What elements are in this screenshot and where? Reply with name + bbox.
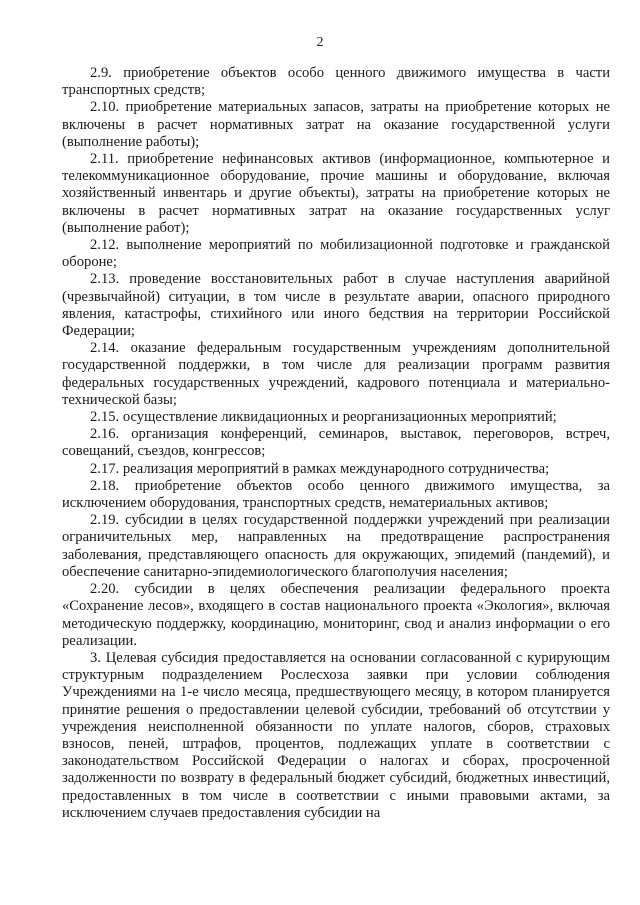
page-number: 2	[316, 35, 324, 50]
paragraph-2-16: 2.16. организация конференций, семинаров, выставок, переговоров, встреч, совещаний, съездов, конгрессов;	[62, 426, 610, 460]
paragraph-2-19: 2.19. субсидии в целях государственной поддержки учреждений при реализации ограничительных мер, направленных на предотвращение распространения заболевания, представляющего опасность для окружающих, эпидемий (пандемий), и обеспечение санитарно-эпидемиологического благополучия населения;	[62, 512, 610, 580]
paragraph-3: 3. Целевая субсидия предоставляется на основании согласованной с курирующим структурным подразделением Рослесхоза заявки при условии соблюдения Учреждениями на 1-е число месяца, предшествующего месяцу, в котором планируется принятие решения о предоставлении целевой субсидии, требований об отсутствии у учреждения неисполненной обязанности по уплате налогов, сборов, страховых взносов, пеней, штрафов, процентов, подлежащих уплате в соответствии с законодательством Российской Федерации о налогах и сборах, просроченной задолженности по возврату в федеральный бюджет субсидий, бюджетных инвестиций, предоставленных в том числе в соответствии с иными правовыми актами, за исключением случаев предоставления субсидии на	[62, 649, 610, 821]
paragraph-2-20: 2.20. субсидии в целях обеспечения реализации федерального проекта «Сохранение лесов», входящего в состав национального проекта «Экология», включая методическую поддержку, координацию, мониторинг, свод и анализ информации о его реализации.	[62, 581, 610, 649]
paragraph-2-17: 2.17. реализация мероприятий в рамках международного сотрудничества;	[90, 460, 550, 477]
paragraph-2-18: 2.18. приобретение объектов особо ценного движимого имущества, за исключением оборудования, транспортных средств, нематериальных активов;	[62, 477, 610, 512]
paragraph-2-9: 2.9. приобретение объектов особо ценного движимого имущества в части транспортных средств;	[62, 65, 610, 99]
paragraph-2-12: 2.12. выполнение мероприятий по мобилизационной подготовке и гражданской обороне;	[62, 237, 610, 271]
paragraph-2-15: 2.15. осуществление ликвидационных и реорганизационных мероприятий;	[90, 409, 557, 426]
paragraph-2-13: 2.13. проведение восстановительных работ в случае наступления аварийной (чрезвычайной) ситуации, в том числе в результате аварии, опасного природного явления, катастрофы, стихийного или иного бедствия на территории Российской Федерации;	[62, 271, 610, 340]
paragraph-2-10: 2.10. приобретение материальных запасов, затраты на приобретение которых не включены в расчет нормативных затрат на оказание государственной услуги (выполнение работы);	[62, 99, 610, 150]
document-body	[62, 65, 610, 822]
paragraph-2-11: 2.11. приобретение нефинансовых активов (информационное, компьютерное и телекоммуникационное оборудование, прочие машины и оборудование, включая хозяйственный инвентарь и другие объекты), затраты на приобретение которых не включены в расчет нормативных затрат на оказание государственных услуг (выполнение работ);	[62, 151, 610, 236]
paragraph-2-14: 2.14. оказание федеральным государственным учреждениям дополнительной государственной поддержки, в том числе для реализации программ развития федеральных государственных учреждений, кадрового потенциала и материально-технической базы;	[62, 340, 610, 408]
